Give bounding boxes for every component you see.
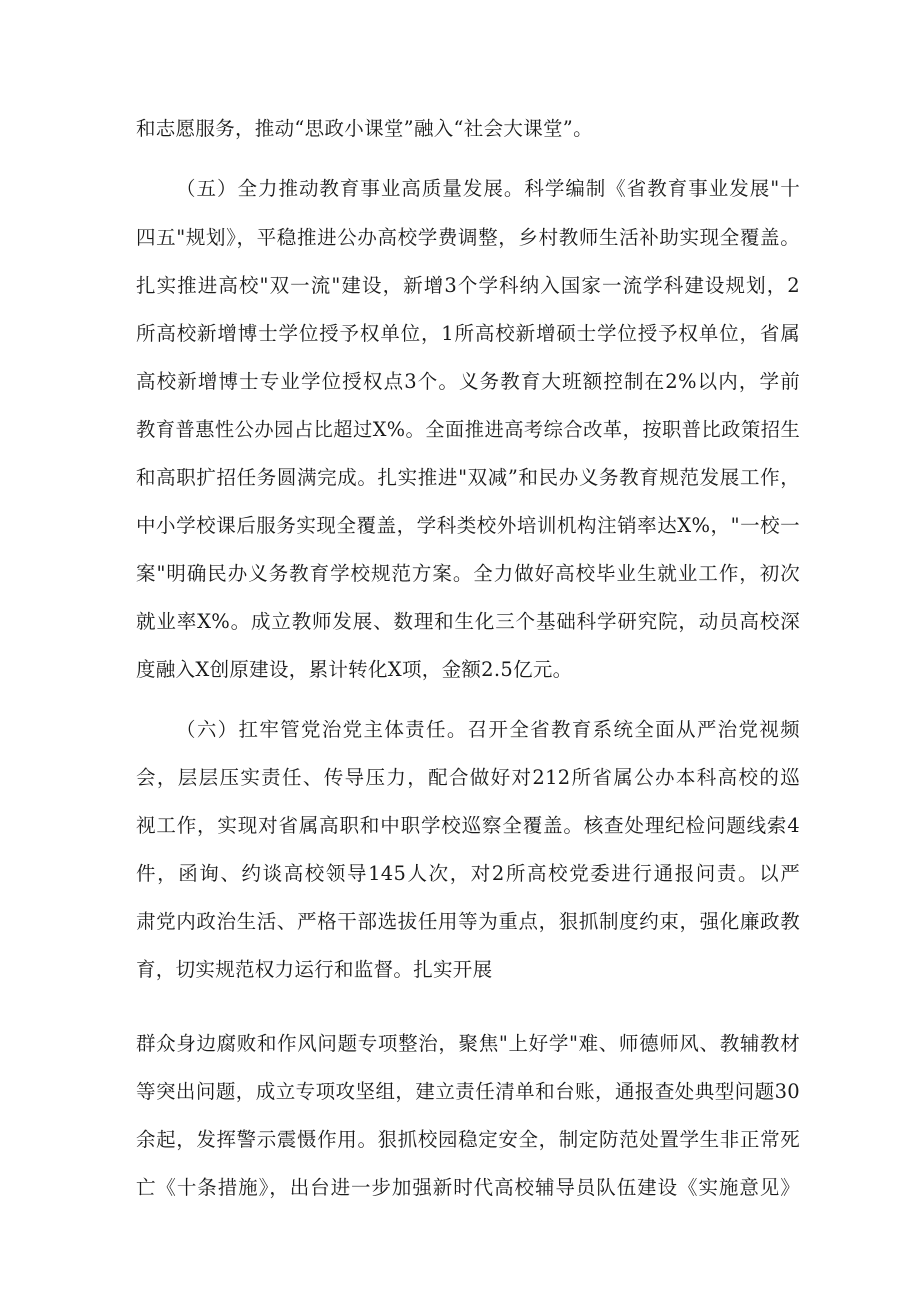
text-line: 会，层层压实责任、传导压力，配合做好对212所省属公办本科高校的巡 xyxy=(136,766,800,789)
text-line: 就业率X%。成立教师发展、数理和生化三个基础科学研究院，动员高校深 xyxy=(136,610,800,633)
paragraph-heading-6: （六）扛牢管党治党主体责任。召开全省教育系统全面从严治党视频 xyxy=(176,718,800,741)
text-line: 扎实推进高校"双一流"建设，新增3个学科纳入国家一流学科建设规划，2 xyxy=(136,274,800,297)
text-line: 视工作，实现对省属高职和中职学校巡察全覆盖。核查处理纪检问题线索4 xyxy=(136,814,800,837)
text-line: 等突出问题，成立专项攻坚组，建立责任清单和台账，通报查处典型问题30 xyxy=(136,1080,800,1103)
text-line: 高校新增博士专业学位授权点3个。义务教育大班额控制在2%以内，学前 xyxy=(136,370,800,393)
text-line: 案"明确民办义务教育学校规范方案。全力做好高校毕业生就业工作，初次 xyxy=(136,562,800,585)
text-line: 育，切实规范权力运行和监督。扎实开展 xyxy=(136,958,493,981)
text-line: 肃党内政治生活、严格干部选拔任用等为重点，狠抓制度约束，强化廉政教 xyxy=(136,910,800,933)
text-line: 度融入X创原建设，累计转化X项，金额2.5亿元。 xyxy=(136,658,573,681)
text-line: 和志愿服务，推动“思政小课堂”融入“社会大课堂”。 xyxy=(136,117,593,140)
text-line: 群众身边腐败和作风问题专项整治，聚焦"上好学"难、师德师风、教辅教材 xyxy=(136,1032,800,1055)
text-line: 教育普惠性公办园占比超过X%。全面推进高考综合改革，按职普比政策招生 xyxy=(136,418,800,441)
text-line: 余起，发挥警示震慑作用。狠抓校园稳定安全，制定防范处置学生非正常死 xyxy=(136,1128,800,1151)
text-line: 亡《十条措施》，出台进一步加强新时代高校辅导员队伍建设《实施意见》 xyxy=(136,1176,800,1199)
text-line: 中小学校课后服务实现全覆盖，学科类校外培训机构注销率达X%，"一校一 xyxy=(136,514,800,537)
text-line: 所高校新增博士学位授予权单位，1所高校新增硕士学位授予权单位，省属 xyxy=(136,322,800,345)
text-line: 和高职扩招任务圆满完成。扎实推进"双减”和民办义务教育规范发展工作， xyxy=(136,466,800,489)
text-line: 四五"规划》，平稳推进公办高校学费调整，乡村教师生活补助实现全覆盖。 xyxy=(136,226,800,249)
paragraph-heading-5: （五）全力推动教育事业高质量发展。科学编制《省教育事业发展"十 xyxy=(176,177,800,200)
text-line: 件，函询、约谈高校领导145人次，对2所高校党委进行通报问责。以严 xyxy=(136,862,800,885)
